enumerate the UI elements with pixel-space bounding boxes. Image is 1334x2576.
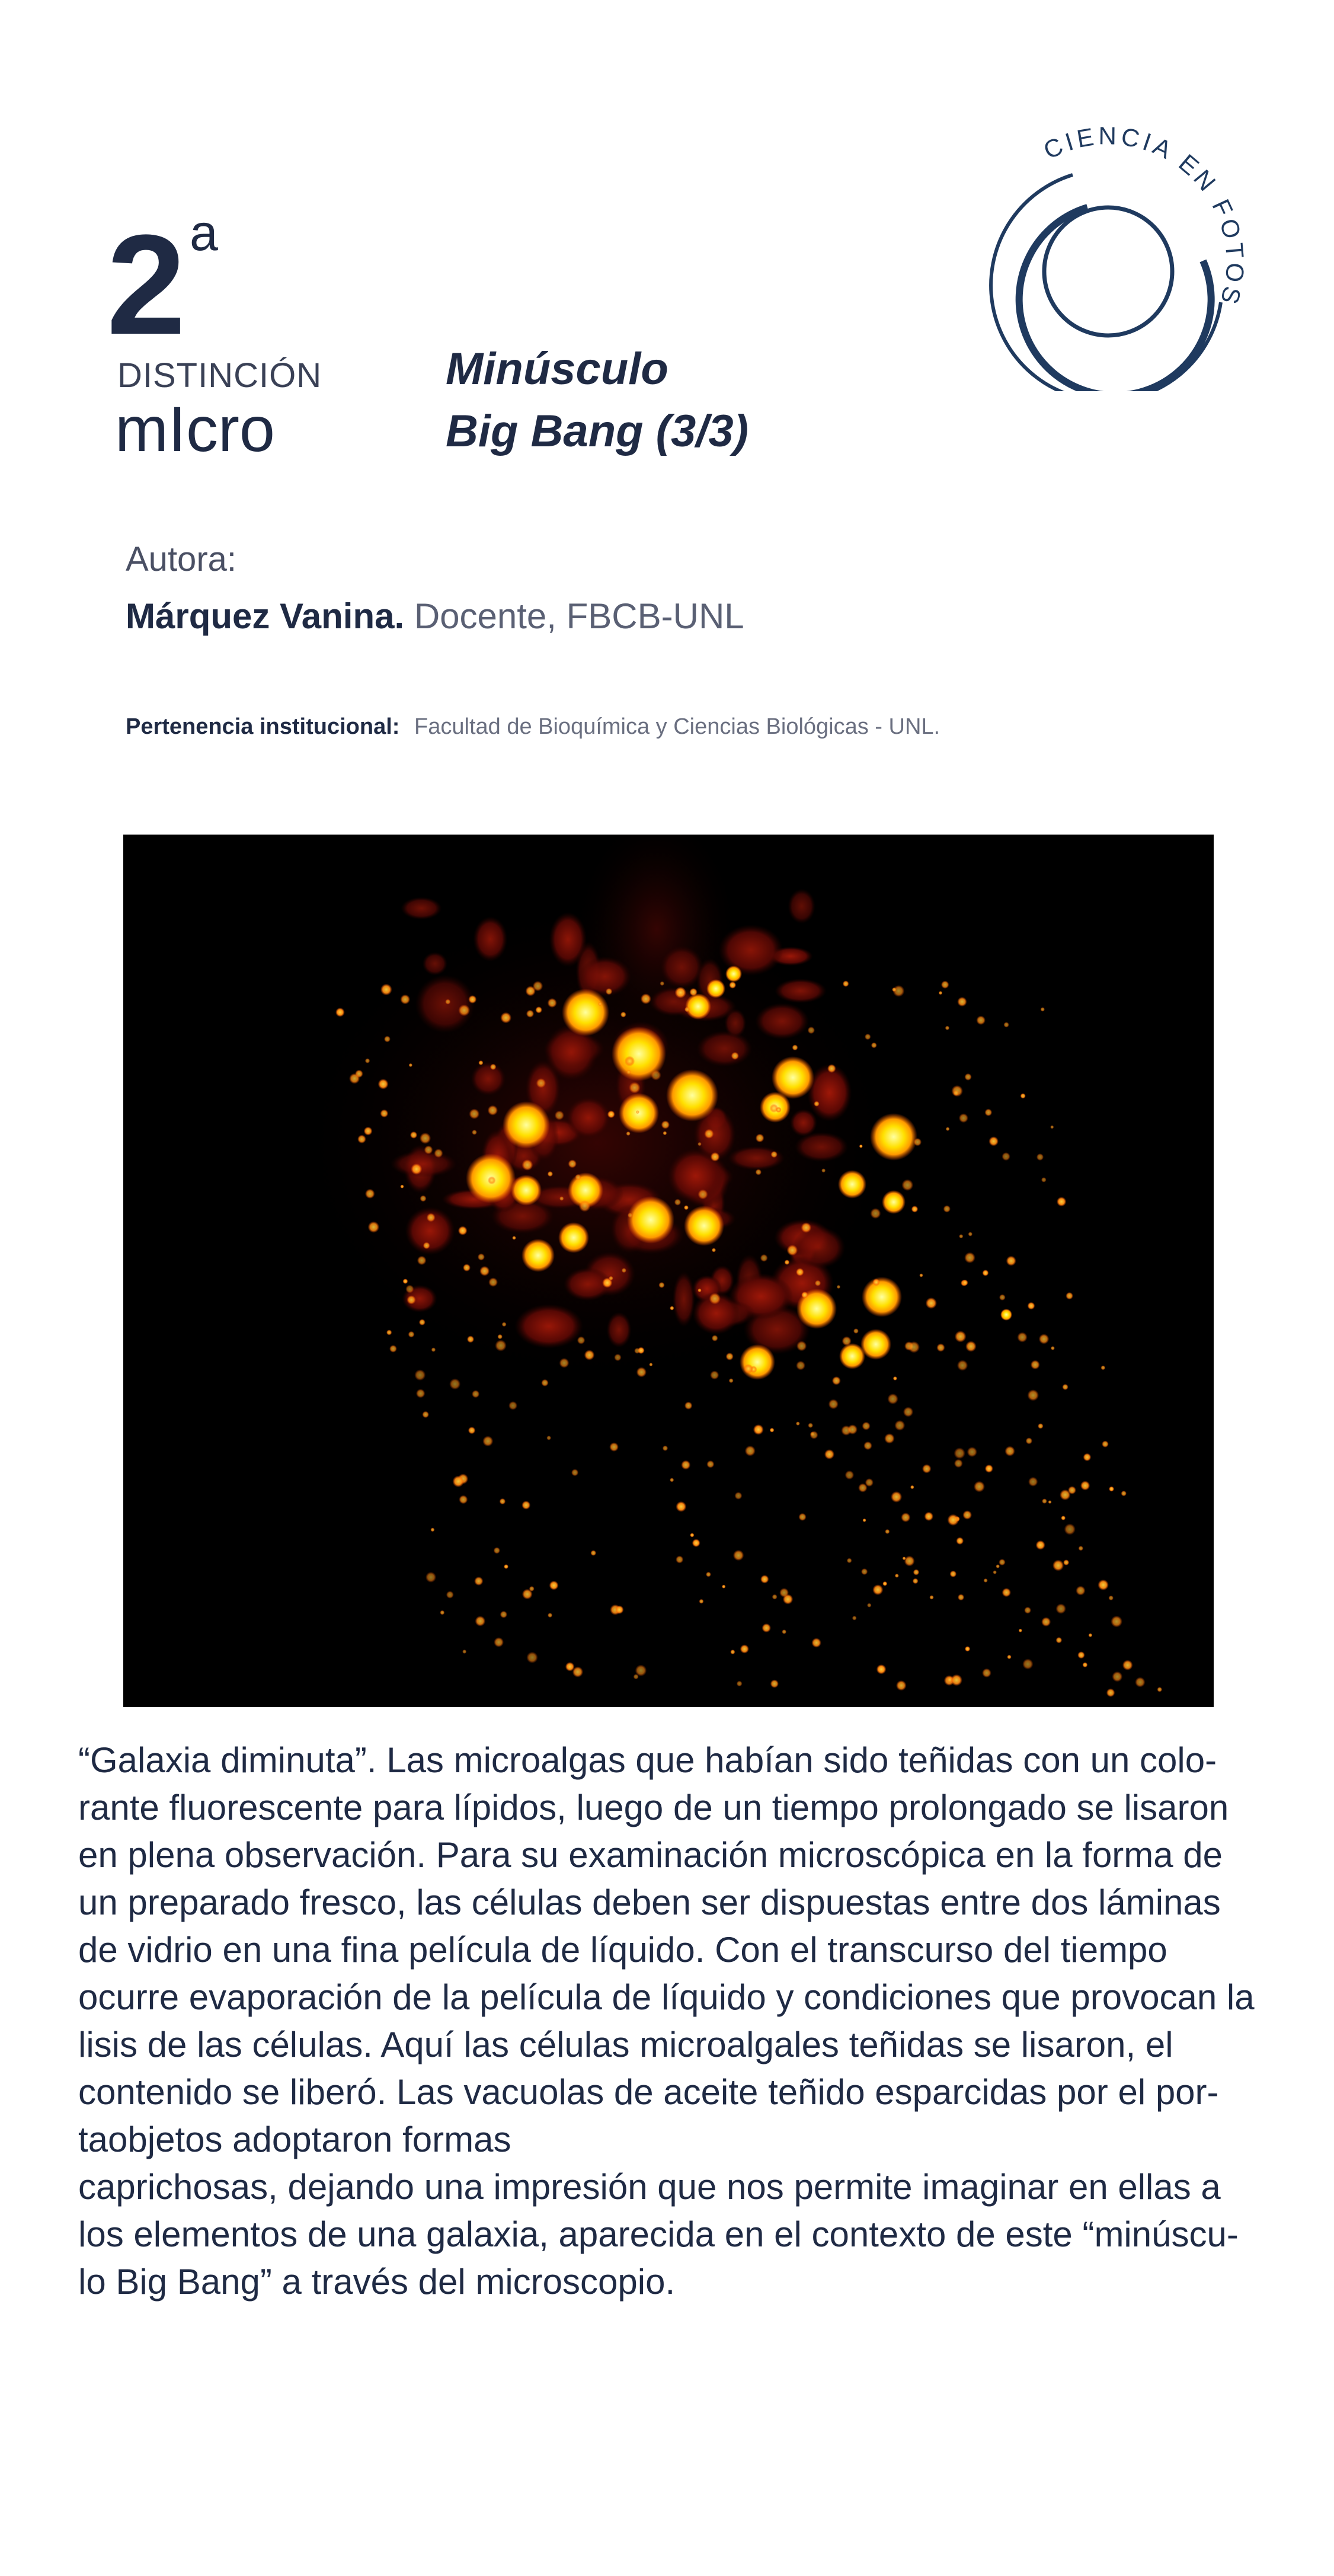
logo-text: CIENCIA EN FO S: [1039, 122, 1245, 311]
category-label: mIcro: [115, 393, 275, 465]
distinction-label: DISTINCIÓN: [117, 356, 322, 395]
author-name: Márquez Vanina.: [126, 596, 405, 636]
award-place: [107, 204, 249, 364]
author-label: Autora:: [126, 540, 236, 579]
place-number: 2: [107, 205, 183, 364]
institution: [126, 714, 940, 740]
title-line-1: Minúsculo: [446, 344, 668, 394]
institution-value: Facultad de Bioquímica y Ciencias Biológicas - UNL.: [414, 714, 940, 739]
institution-label: Pertenencia institucional:: [126, 714, 400, 739]
title-line-2: Big Bang (3/3): [446, 406, 748, 456]
place-superscript: a: [190, 204, 218, 261]
caption-paragraph-2: caprichosas, dejando una impresión que nos permite imaginar en ellas a los elementos de una galaxia, aparecida en el contexto de este “minúscu-lo Big Bang” a través del microscopio.: [78, 2167, 1239, 2302]
ciencia-en-fotos-logo: [984, 119, 1245, 391]
fluorescence-micrograph-icon: [123, 835, 1214, 1707]
caption: [78, 1737, 1263, 2306]
author-role: Docente, FBCB-UNL: [414, 596, 744, 636]
work-title: [446, 338, 748, 462]
micrograph-image: [123, 835, 1214, 1707]
caption-paragraph-1: “Galaxia diminuta”. Las microalgas que habían sido teñidas con un colo-rante fluorescente para lípidos, luego de un tiempo prolongado se lisaron en plena observación. Para su examinación microscópica en la forma de un preparado fresco, las células deben ser dispuestas entre dos láminas de vidrio en una fina película de líquido. Con el transcurso del tiempo ocurre evaporación de la película de líquido y condiciones que provocan la lisis de las células. Aquí las células microalgales teñidas se lisaron, el contenido se liberó. Las vacuolas de aceite teñido esparcidas por el por-taobjetos adoptaron formas: [78, 1740, 1255, 2159]
author-line: [126, 596, 744, 637]
